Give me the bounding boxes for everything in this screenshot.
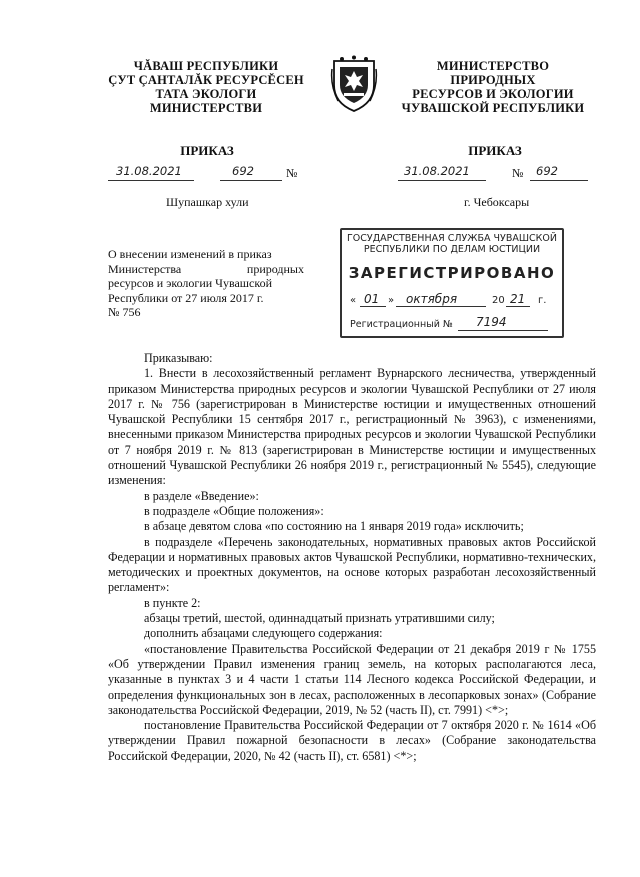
right-header-line: ПРИРОДНЫХ — [450, 73, 536, 87]
subject-line: О внесении изменений в приказ — [108, 247, 272, 261]
body-paragraph: постановление Правительства Российской Федерации от 7 октября 2020 г. № 1614 «Об утверждении Правил пожарной безопасности в лесах» (Собрание законодательства Российской Федерации, 2020, № 42 (часть II), ст. 6581) <*>; — [108, 718, 596, 763]
stamp-quote-open: « — [350, 295, 357, 306]
left-header-line: ЧĂВАШ РЕСПУБЛИКИ — [133, 59, 279, 73]
right-header-line: РЕСУРСОВ И ЭКОЛОГИИ — [412, 87, 574, 101]
subject-line: ресурсов и экологии Чувашской — [108, 276, 273, 290]
stamp-year-line — [506, 306, 530, 307]
right-number-sign: № — [512, 166, 524, 180]
left-ministry-header — [92, 59, 320, 115]
right-ministry-header — [378, 59, 608, 115]
right-number: 692 — [536, 164, 558, 178]
left-header-line: ТАТА ЭКОЛОГИ — [155, 87, 257, 101]
subject-line: Республики от 27 июля 2017 г. — [108, 290, 264, 305]
left-header-line: МИНИСТЕРСТВИ — [149, 101, 263, 115]
body-paragraph: Приказываю: — [144, 351, 213, 365]
body-paragraph: в подразделе «Перечень законодательных, нормативных правовых актов Российской Федерации и нормативных правовых актов Чувашской Республики, нормативно-технических, методических и проектных документов, на основе которых разработан лесохозяйственный регламент»: — [108, 534, 596, 595]
stamp-year-prefix: 20 — [492, 295, 505, 306]
body-paragraph: «постановление Правительства Российской Федерации от 21 декабря 2019 г № 1755 «Об утверждении Правил изменения границ земель, на которых располагаются леса, указанные в пунктах 3 и 4 части 1 статьи 114 Лесного кодекса Российской Федерации, и определения функциональных зон в лесах, расположенных в лесопарковых зонах» (Собрание законодательства Российской Федерации, 2019, № 52 (часть II), ст. 7991) <*>; — [108, 641, 596, 717]
coat-of-arms-emblem — [330, 55, 378, 113]
stamp-month-line — [396, 306, 486, 307]
right-city: г. Чебоксары — [464, 195, 530, 209]
stamp-date-row — [350, 292, 554, 310]
body-paragraph: дополнить абзацами следующего содержания: — [144, 626, 383, 641]
body-paragraph: в пункте 2: — [144, 595, 201, 610]
stamp-agency-line: ГОСУДАРСТВЕННАЯ СЛУЖБА ЧУВАШСКОЙ — [347, 233, 557, 244]
body-paragraph: 1. Внести в лесохозяйственный регламент Вурнарского лесничества, утвержденный приказом Министерства природных ресурсов и экологии Чувашской Республики от 27 июля 2017 г. № 756 (зарегистрирован в Министерстве юстиции и имущественных отношений Чувашской Республики 15 сентября 2017 г., регистрационный № 3963), с изменениями, внесенными приказом Министерства природных ресурсов и экологии Чувашской Республики от 7 ноября 2019 г. № 813 (зарегистрирован в Министерстве юстиции и имущественных отношений Чувашской Республики 26 ноября 2019 г., регистрационный № 5545), следующие изменения: — [108, 366, 596, 488]
stamp-quote-close: » — [388, 295, 395, 306]
stamp-agency-line: РЕСПУБЛИКИ ПО ДЕЛАМ ЮСТИЦИИ — [363, 244, 541, 255]
left-date: 31.08.2021 — [116, 164, 182, 178]
subject-line: Министерства природных — [108, 261, 304, 276]
right-prikaz-title: ПРИКАЗ — [468, 143, 522, 158]
stamp-reg-number: 7194 — [476, 315, 507, 329]
body-paragraph: в абзаце девятом слова «по состоянию на 1 января 2019 года» исключить; — [144, 519, 524, 534]
stamp-year-suffix: г. — [538, 295, 547, 306]
stamp-year: 21 — [510, 292, 526, 306]
left-number-sign: № — [286, 166, 298, 180]
stamp-day-line — [360, 306, 386, 307]
stamp-month: октября — [406, 292, 458, 306]
right-date: 31.08.2021 — [404, 164, 470, 178]
left-header-line: ÇУТ ÇАНТАЛĂК РЕСУРСĔСЕН — [108, 73, 304, 87]
right-header-line: ЧУВАШСКОЙ РЕСПУБЛИКИ — [401, 101, 585, 115]
subject-line: № 756 — [108, 305, 141, 319]
stamp-reg-label: Регистрационный № — [350, 319, 453, 330]
stamp-day: 01 — [364, 292, 380, 306]
left-number: 692 — [232, 164, 254, 178]
body-paragraph: в подразделе «Общие положения»: — [144, 503, 324, 518]
emblem-icon — [330, 55, 378, 113]
stamp-reg-row — [350, 316, 554, 332]
stamp-registered: ЗАРЕГИСТРИРОВАНО — [348, 264, 556, 282]
body-paragraph: абзацы третий, шестой, одиннадцатый признать утратившими силу; — [144, 611, 495, 626]
stamp-reg-line — [458, 330, 548, 331]
left-city: Шупашкар хули — [166, 195, 249, 209]
order-body — [108, 351, 596, 764]
left-prikaz-title: ПРИКАЗ — [180, 143, 234, 158]
body-paragraph: в разделе «Введение»: — [144, 488, 259, 503]
registration-stamp — [340, 228, 564, 338]
right-header-line: МИНИСТЕРСТВО — [436, 59, 550, 73]
order-subject — [108, 247, 304, 320]
